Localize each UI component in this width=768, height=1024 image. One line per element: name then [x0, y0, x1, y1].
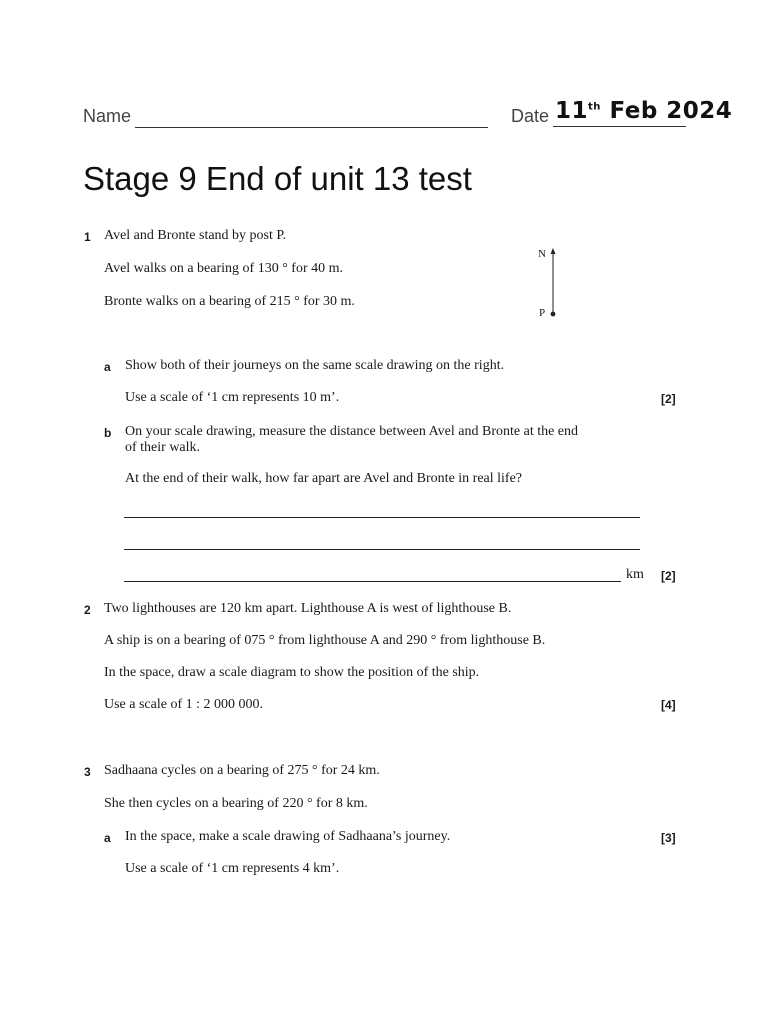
question-2-number: 2	[84, 603, 91, 617]
question-2-line3: In the space, draw a scale diagram to show the position of the ship.	[104, 665, 480, 680]
name-answer-line[interactable]	[135, 127, 488, 128]
question-3a-scale: Use a scale of ‘1 cm represents 4 km’.	[125, 861, 340, 876]
question-1-line2: Bronte walks on a bearing of 215 ° for 30 m.	[104, 294, 355, 309]
date-rest: Feb 2024	[609, 98, 733, 124]
question-2-line4: Use a scale of 1 : 2 000 000.	[104, 697, 264, 712]
question-1a-text: Show both of their journeys on the same scale drawing on the right.	[125, 358, 505, 373]
north-arrow-icon	[551, 248, 556, 254]
date-ordinal: th	[588, 101, 601, 113]
question-1b-text-line2: of their walk.	[125, 440, 201, 455]
date-label: Date	[511, 106, 550, 126]
answer-line-3[interactable]	[124, 581, 621, 582]
question-1a-letter: a	[104, 360, 111, 374]
north-label: N	[538, 248, 546, 260]
question-1-line1: Avel walks on a bearing of 130 ° for 40 m.	[104, 261, 344, 276]
page-title: Stage 9 End of unit 13 test	[83, 160, 472, 197]
post-p-point	[551, 312, 556, 317]
question-1-intro: Avel and Bronte stand by post P.	[104, 228, 287, 243]
name-label: Name	[83, 106, 132, 126]
question-3-line1: Sadhaana cycles on a bearing of 275 ° for 24 km.	[104, 763, 380, 778]
answer-line-1[interactable]	[124, 517, 640, 518]
question-1b-text-line1: On your scale drawing, measure the distance between Avel and Bronte at the end	[125, 424, 579, 439]
north-arrow-diagram[interactable]	[546, 246, 560, 320]
question-1a-marks: [2]	[661, 392, 676, 406]
post-label: P	[539, 307, 546, 319]
question-1a-scale: Use a scale of ‘1 cm represents 10 m’.	[125, 390, 340, 405]
question-1b-marks: [2]	[661, 569, 676, 583]
question-1b-question: At the end of their walk, how far apart are Avel and Bronte in real life?	[125, 471, 523, 486]
answer-line-2[interactable]	[124, 549, 640, 550]
date-day: 11	[555, 98, 589, 124]
date-handwritten	[555, 98, 732, 124]
question-1b-letter: b	[104, 426, 112, 440]
question-1-number: 1	[84, 230, 91, 244]
question-2-line2: A ship is on a bearing of 075 ° from lighthouse A and 290 ° from lighthouse B.	[104, 633, 546, 648]
question-3-line2: She then cycles on a bearing of 220 ° for 8 km.	[104, 796, 368, 811]
question-3a-marks: [3]	[661, 831, 676, 845]
question-3a-text: In the space, make a scale drawing of Sadhaana’s journey.	[125, 829, 451, 844]
question-3-number: 3	[84, 765, 91, 779]
question-2-line1: Two lighthouses are 120 km apart. Lighthouse A is west of lighthouse B.	[104, 601, 512, 616]
date-answer-line[interactable]	[553, 126, 686, 127]
answer-unit-km: km	[626, 567, 644, 582]
question-3a-letter: a	[104, 831, 111, 845]
question-2-marks: [4]	[661, 698, 676, 712]
